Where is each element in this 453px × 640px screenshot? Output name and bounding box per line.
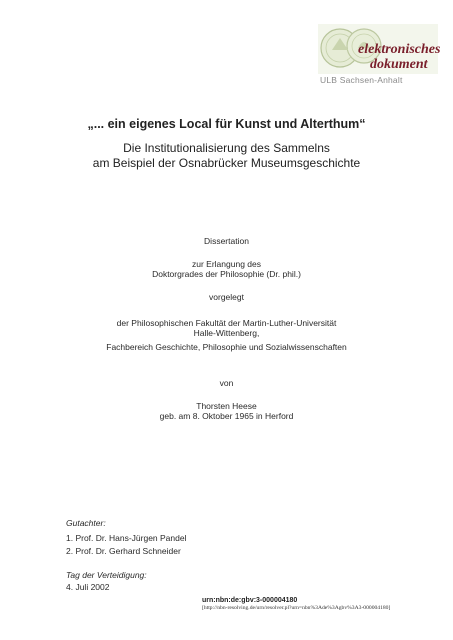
von-text: von [219, 378, 234, 388]
doktorgrad-text: Doktorgrades der Philosophie (Dr. phil.) [152, 269, 301, 279]
reviewer-item: 1. Prof. Dr. Hans-Jürgen Pandel [66, 533, 187, 543]
logo-line-2: dokument [370, 57, 428, 72]
dissertation-label: Dissertation [204, 236, 249, 246]
defense-heading: Tag der Verteidigung: [66, 570, 147, 580]
document-title: „... ein eigenes Local für Kunst und Alterthum“ [87, 117, 366, 131]
reviewer-item: 2. Prof. Dr. Gerhard Schneider [66, 546, 181, 556]
logo-org: ULB Sachsen-Anhalt [320, 75, 403, 85]
ulb-logo [318, 24, 441, 86]
birth-info: geb. am 8. Oktober 1965 in Herford [159, 411, 294, 421]
urn-identifier: urn:nbn:de:gbv:3-000004180 [202, 597, 298, 604]
faculty-line-1: der Philosophischen Fakultät der Martin-Luther-Universität [116, 318, 337, 328]
logo-line-1: elektronisches [358, 42, 441, 57]
zur-erlangung-text: zur Erlangung des [192, 259, 261, 269]
subtitle-line-2: am Beispiel der Osnabrücker Museumsgeschichte [92, 156, 361, 170]
author-name: Thorsten Heese [196, 401, 257, 411]
faculty-line-2: Halle-Wittenberg, [193, 328, 260, 338]
defense-date: 4. Juli 2002 [66, 582, 110, 592]
resolver-url: [http://nbn-resolving.de/urn/resolver.pl?urn=nbn%3Ade%3Agbv%3A3-000004180] [202, 605, 391, 611]
fachbereich-text: Fachbereich Geschichte, Philosophie und Sozialwissenschaften [106, 342, 347, 352]
reviewers-heading: Gutachter: [66, 518, 106, 528]
vorgelegt-text: vorgelegt [209, 292, 244, 302]
subtitle-line-1: Die Institutionalisierung des Sammelns [123, 141, 330, 155]
